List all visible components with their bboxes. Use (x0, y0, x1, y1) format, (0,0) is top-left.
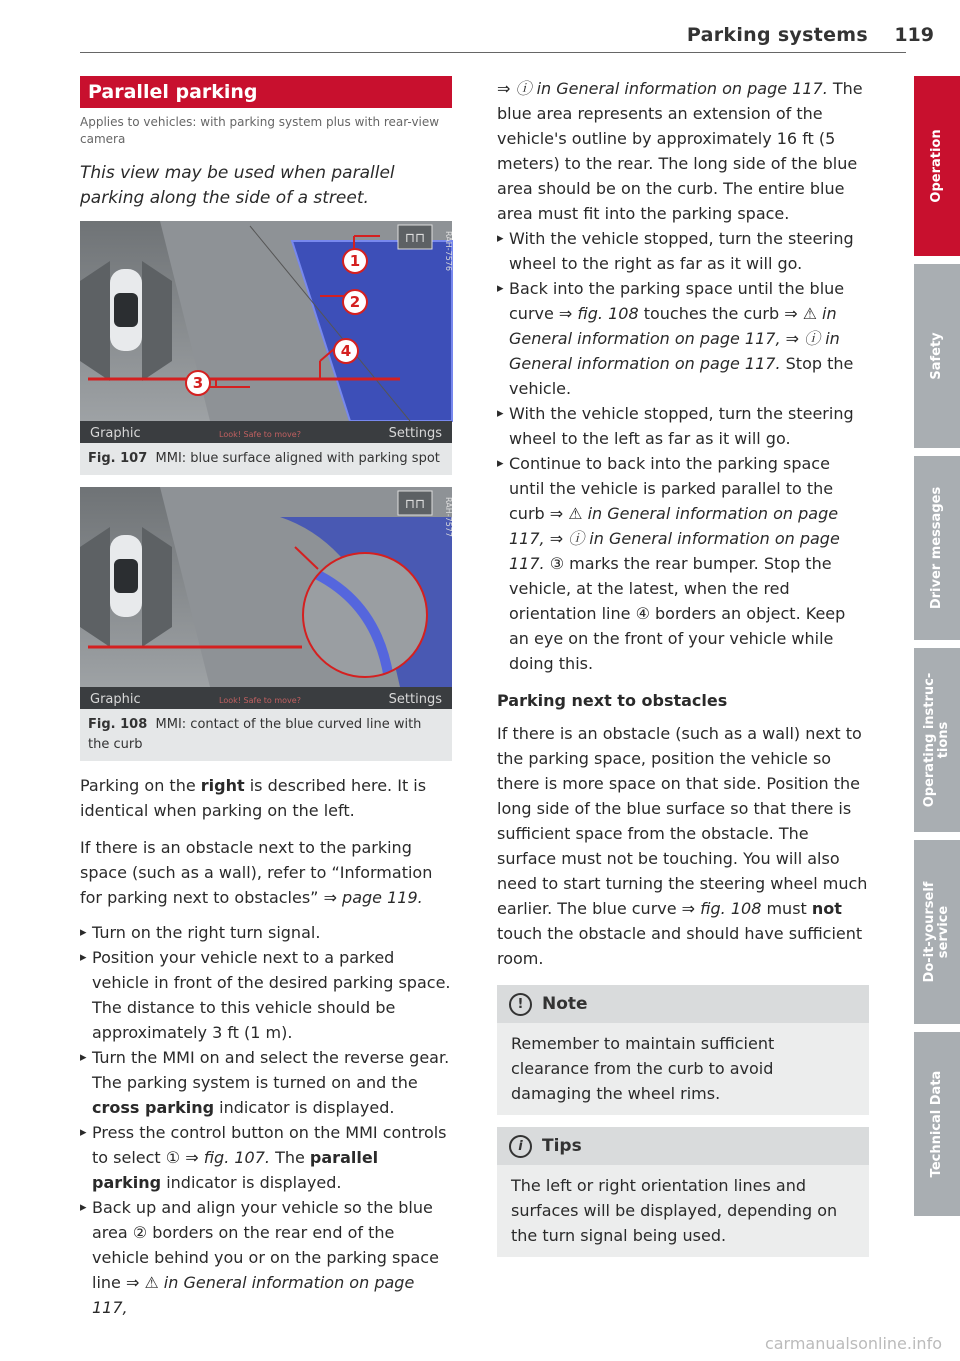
paragraph-blue-area: ⇒ ⓘ in General information on page 117. The blue area represents an extension of the vehicle's outline by approximately 16 ft (5 meters) to the rear. The long side of the blue area should be on the curb. The entire blue area must fit into the parking space. (497, 79, 863, 223)
figure-107 (80, 221, 452, 475)
exclamation-circle-icon: ! (509, 993, 532, 1016)
paragraph-obstacle-ref: If there is an obstacle next to the parking space (such as a wall), refer to “Information for parking next to obstacles” ⇒ page 119. (80, 838, 433, 907)
fig108-code: RAH-7577 (444, 497, 453, 537)
tab-driver-messages[interactable]: Driver messages (914, 456, 960, 640)
tab-operation[interactable]: Operation (914, 76, 960, 256)
note-header: ! Note (497, 985, 869, 1023)
header-rule (80, 52, 906, 53)
fig107-link[interactable]: ⇒ fig. 107. (185, 1148, 270, 1167)
paragraph-right-side: Parking on the right is described here. It is identical when parking on the left. (80, 776, 427, 820)
fig107-mmi-screen (80, 221, 452, 443)
tips-header: i Tips (497, 1127, 869, 1165)
step-select-parallel: ▸ Press the control button on the MMI controls to select ① ⇒ fig. 107. The parallel parking indicator is displayed. (80, 1120, 452, 1195)
page-number: 119 (894, 24, 934, 46)
fig107-code: RAH-7576 (444, 231, 453, 271)
applies-to-note: Applies to vehicles: with parking system plus with rear-view camera (80, 115, 440, 146)
step-position-vehicle: ▸ Position your vehicle next to a parked vehicle in front of the desired parking space. The distance to this vehicle should be approximately 3 ft (1 m). (80, 945, 452, 1045)
step-align-blue-area: ▸ Back up and align your vehicle so the blue area ② borders on the rear end of the vehicle behind you or on the parking space line ⇒ ⚠ in General information on page 117, (80, 1195, 452, 1320)
chapter-tabs (914, 76, 960, 1224)
svg-text:⊓⊓: ⊓⊓ (404, 497, 426, 512)
fig107-graphic-label: Graphic (90, 426, 141, 441)
tips-text: The left or right orientation lines and surfaces will be displayed, depending on the turn signal being used. (511, 1176, 838, 1245)
paragraph-obstacles: If there is an obstacle (such as a wall) next to the parking space, position the vehicle so there is more space on that side. Position the long side of the blue surface so that there is sufficient space from the obstacle. The surface must not be touching. You will also need to start turning the steering wheel much earlier. The blue curve ⇒ fig. 108 must not touch the obstacle and should have sufficient room. (497, 724, 868, 968)
callout-1 (343, 249, 367, 273)
fig108-graphic-label: Graphic (90, 692, 141, 707)
step-reverse-gear: ▸ Turn the MMI on and select the reverse gear. The parking system is turned on and the cross parking indicator is displayed. (80, 1045, 452, 1120)
general-info-link[interactable]: ⇒ ⚠ in General information on page 117, (92, 1273, 415, 1317)
callout-1-label: 1 (349, 252, 361, 270)
note-text: Remember to maintain sufficient clearance from the curb to avoid damaging the wheel rims. (511, 1034, 775, 1103)
fig108-caption: Fig. 108 MMI: contact of the blue curved line with the curb (88, 717, 422, 752)
left-column (80, 76, 452, 1320)
intro-text: This view may be used when parallel parking along the side of a street. (80, 163, 395, 208)
callout-3-label: 3 (192, 374, 204, 392)
steps-list-right (497, 226, 869, 676)
tab-operating-instructions[interactable]: Operating instruc- tions (914, 648, 960, 832)
subheading-obstacles: Parking next to obstacles (497, 691, 728, 710)
fig108-settings-label: Settings (388, 692, 442, 707)
fig108-warning-text: Look! Safe to move? (219, 696, 301, 705)
tab-technical-data[interactable]: Technical Data (914, 1032, 960, 1216)
footer-watermark: carmanualsonline.info (764, 1334, 942, 1353)
step-continue-back: ▸ Continue to back into the parking space until the vehicle is parked parallel to the curb ⇒ ⚠ in General information on page 117, ⇒ ⓘ in General information on page 117. ③ marks the rear bumper. Stop the vehicle, at the latest, when the red orientation line ④ borders an object. Keep an eye on the front of your vehicle while doing this. (497, 451, 869, 676)
tab-safety[interactable]: Safety (914, 264, 960, 448)
step-steer-right: ▸ With the vehicle stopped, turn the steering wheel to the right as far as it will go. (497, 226, 869, 276)
fig108-link[interactable]: ⇒ fig. 108 (558, 304, 639, 323)
general-info-link[interactable]: ⇒ ⚠ in General information on page 117, ⇒ ⓘ in General information on page 117. (509, 304, 840, 373)
steps-list-left (80, 920, 452, 1320)
callout-3 (186, 371, 210, 395)
info-circle-icon: i (509, 1135, 532, 1158)
figure-108 (80, 487, 452, 761)
step-back-until-curb: ▸ Back into the parking space until the blue curve ⇒ fig. 108 touches the curb ⇒ ⚠ in General information on page 117, ⇒ ⓘ in General information on page 117. Stop the vehicle. (497, 276, 869, 401)
svg-text:⊓⊓: ⊓⊓ (404, 231, 426, 246)
general-info-link[interactable]: ⇒ ⓘ in General information on page 117. (497, 79, 828, 98)
tips-box (497, 1127, 869, 1257)
fig108-mmi-screen (80, 487, 452, 709)
note-box (497, 985, 869, 1115)
fig107-settings-label: Settings (388, 426, 442, 441)
fig108-link[interactable]: ⇒ fig. 108 (681, 899, 762, 918)
step-turn-signal: ▸ Turn on the right turn signal. (80, 920, 452, 945)
callout-4-label: 4 (340, 342, 352, 360)
fig107-warning-text: Look! Safe to move? (219, 430, 301, 439)
fig107-caption: Fig. 107 MMI: blue surface aligned with parking spot (88, 451, 440, 466)
callout-2-label: 2 (349, 293, 361, 311)
page-119-link[interactable]: ⇒ page 119. (323, 888, 423, 907)
step-steer-left: ▸ With the vehicle stopped, turn the steering wheel to the left as far as it will go. (497, 401, 869, 451)
callout-4 (334, 339, 358, 363)
tab-do-it-yourself-service[interactable]: Do-it-yourself service (914, 840, 960, 1024)
right-column (497, 76, 869, 1257)
callout-2 (343, 290, 367, 314)
section-heading: Parallel parking (80, 76, 452, 108)
general-info-link[interactable]: ⇒ ⚠ in General information on page 117, ⇒ ⓘ in General information on page 117. (509, 504, 840, 573)
header-section-title: Parking systems (686, 24, 868, 46)
